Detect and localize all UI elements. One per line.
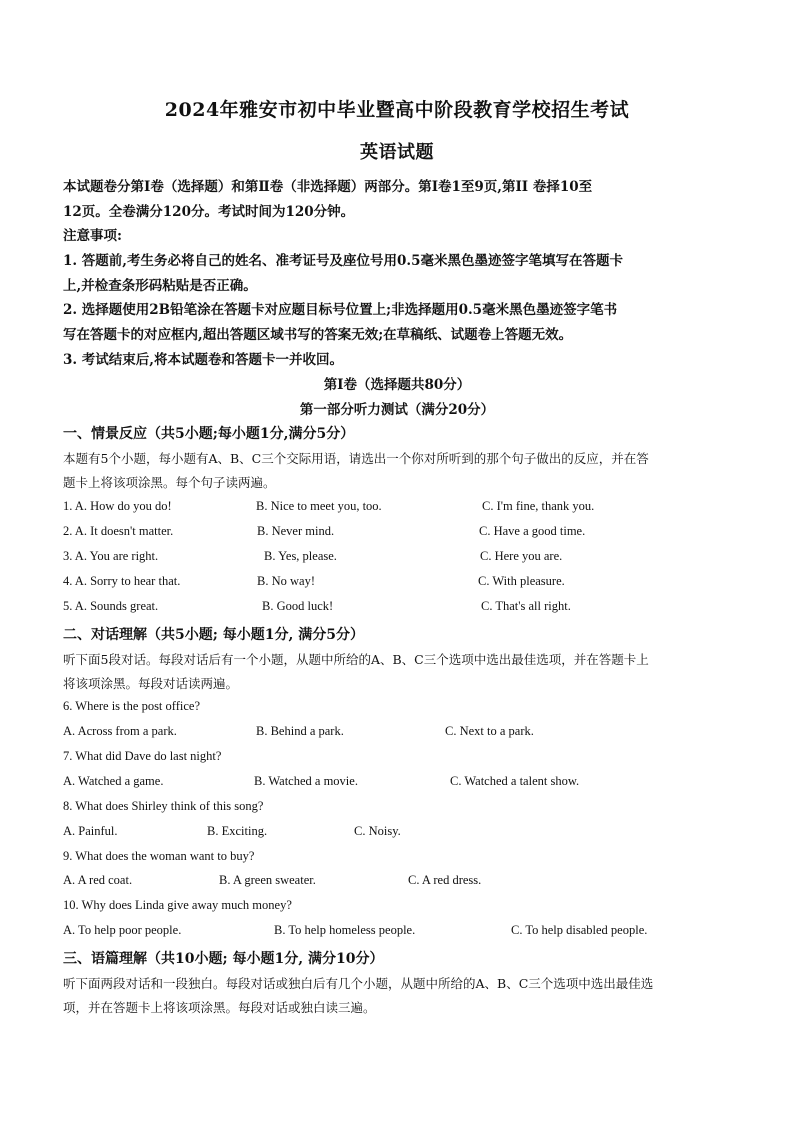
q3-option-a: 3. A. You are right. [63, 549, 159, 563]
section1-instr-1: 本题有5个小题，每小题有A、B、C三个交际用语，请选出一个你对所听到的那个句子做出的反应，并在答 [63, 451, 649, 466]
q7-option-c: C. Watched a talent show. [450, 774, 580, 788]
q4-option-a: 4. A. Sorry to hear that. [63, 574, 181, 588]
q2-option-c: C. Have a good time. [479, 524, 586, 538]
q8-option-a: A. Painful. [63, 824, 118, 838]
q9-option-b: B. A green sweater. [219, 873, 316, 887]
notice-2b: 写在答题卡的对应框内,超出答题区域书写的答案无效;在草稿纸、试题卷上答题无效。 [63, 327, 573, 343]
q10-option-b: B. To help homeless people. [274, 923, 416, 937]
q2-option-a: 2. A. It doesn't matter. [63, 524, 174, 538]
q6-question: 6. Where is the post office? [63, 699, 200, 713]
volume-title: 第Ⅰ卷（选择题共80分） [323, 377, 471, 393]
q9-option-c: C. A red dress. [408, 873, 482, 887]
section2-heading: 二、对话理解（共5小题; 每小题1分, 满分5分） [63, 627, 365, 643]
exam-title: 2024年雅安市初中毕业暨高中阶段教育学校招生考试 [164, 99, 630, 121]
q6-option-a: A. Across from a park. [63, 724, 177, 738]
notice-2a: 2. 选择题使用2B铅笔涂在答题卡对应题目标号位置上;非选择题用0.5毫米黑色墨迹签字笔书 [63, 302, 618, 318]
q1-option-a: 1. A. How do you do! [63, 499, 172, 513]
section3-instr-1: 听下面两段对话和一段独白。每段对话或独白后有几个小题，从题中所给的A、B、C三个选项中选出最佳选 [63, 976, 654, 991]
q1-option-c: C. I'm fine, thank you. [482, 499, 595, 513]
q3-option-c: C. Here you are. [480, 549, 563, 563]
q7-option-a: A. Watched a game. [63, 774, 164, 788]
q4-option-c: C. With pleasure. [478, 574, 565, 588]
q6-option-c: C. Next to a park. [445, 724, 534, 738]
q10-option-c: C. To help disabled people. [511, 923, 648, 937]
q5-option-c: C. That's all right. [481, 599, 571, 613]
notice-1b: 上,并检查条形码粘贴是否正确。 [63, 278, 257, 294]
section2-instr-1: 听下面5段对话。每段对话后有一个小题，从题中所给的A、B、C三个选项中选出最佳选项，并在答题卡上 [63, 652, 649, 667]
q5-option-b: B. Good luck! [262, 599, 334, 613]
q9-question: 9. What does the woman want to buy? [63, 849, 255, 863]
q9-option-a: A. A red coat. [63, 873, 133, 887]
section1-instr-2: 题卡上将该项涂黑。每个句子读两遍。 [63, 475, 276, 490]
notice-3: 3. 考试结束后,将本试题卷和答题卡一并收回。 [63, 352, 343, 368]
q1-option-b: B. Nice to meet you, too. [256, 499, 382, 513]
q5-option-a: 5. A. Sounds great. [63, 599, 159, 613]
notice-1a: 1. 答题前,考生务必将自己的姓名、准考证号及座位号用0.5毫米黑色墨迹签字笔填写在答题卡 [63, 253, 623, 269]
notice-heading: 注意事项: [63, 228, 122, 244]
section2-instr-2: 将该项涂黑。每段对话读两遍。 [63, 676, 239, 691]
q8-option-b: B. Exciting. [207, 824, 268, 838]
exam-subtitle: 英语试题 [360, 142, 434, 163]
section3-heading: 三、语篇理解（共10小题; 每小题1分, 满分10分） [63, 951, 384, 967]
section1-heading: 一、情景反应（共5小题;每小题1分,满分5分） [63, 426, 355, 442]
q8-question: 8. What does Shirley think of this song? [63, 799, 264, 813]
section3-instr-2: 项，并在答题卡上将该项涂黑。每段对话或独白读三遍。 [63, 1000, 376, 1015]
intro-line-1: 本试题卷分第Ⅰ卷（选择题）和第Ⅱ卷（非选择题）两部分。第Ⅰ卷1至9页,第II 卷择10至 [63, 179, 593, 195]
q6-option-b: B. Behind a park. [256, 724, 344, 738]
q8-option-c: C. Noisy. [354, 824, 401, 838]
q2-option-b: B. Never mind. [257, 524, 335, 538]
q10-option-a: A. To help poor people. [63, 923, 182, 937]
q7-option-b: B. Watched a movie. [254, 774, 358, 788]
q3-option-b: B. Yes, please. [264, 549, 337, 563]
q4-option-b: B. No way! [257, 574, 315, 588]
part1-title: 第一部分听力测试（满分20分） [299, 402, 495, 418]
q7-question: 7. What did Dave do last night? [63, 749, 222, 763]
intro-line-2: 12页。全卷满分120分。考试时间为120分钟。 [63, 204, 355, 220]
q10-question: 10. Why does Linda give away much money? [63, 898, 292, 912]
